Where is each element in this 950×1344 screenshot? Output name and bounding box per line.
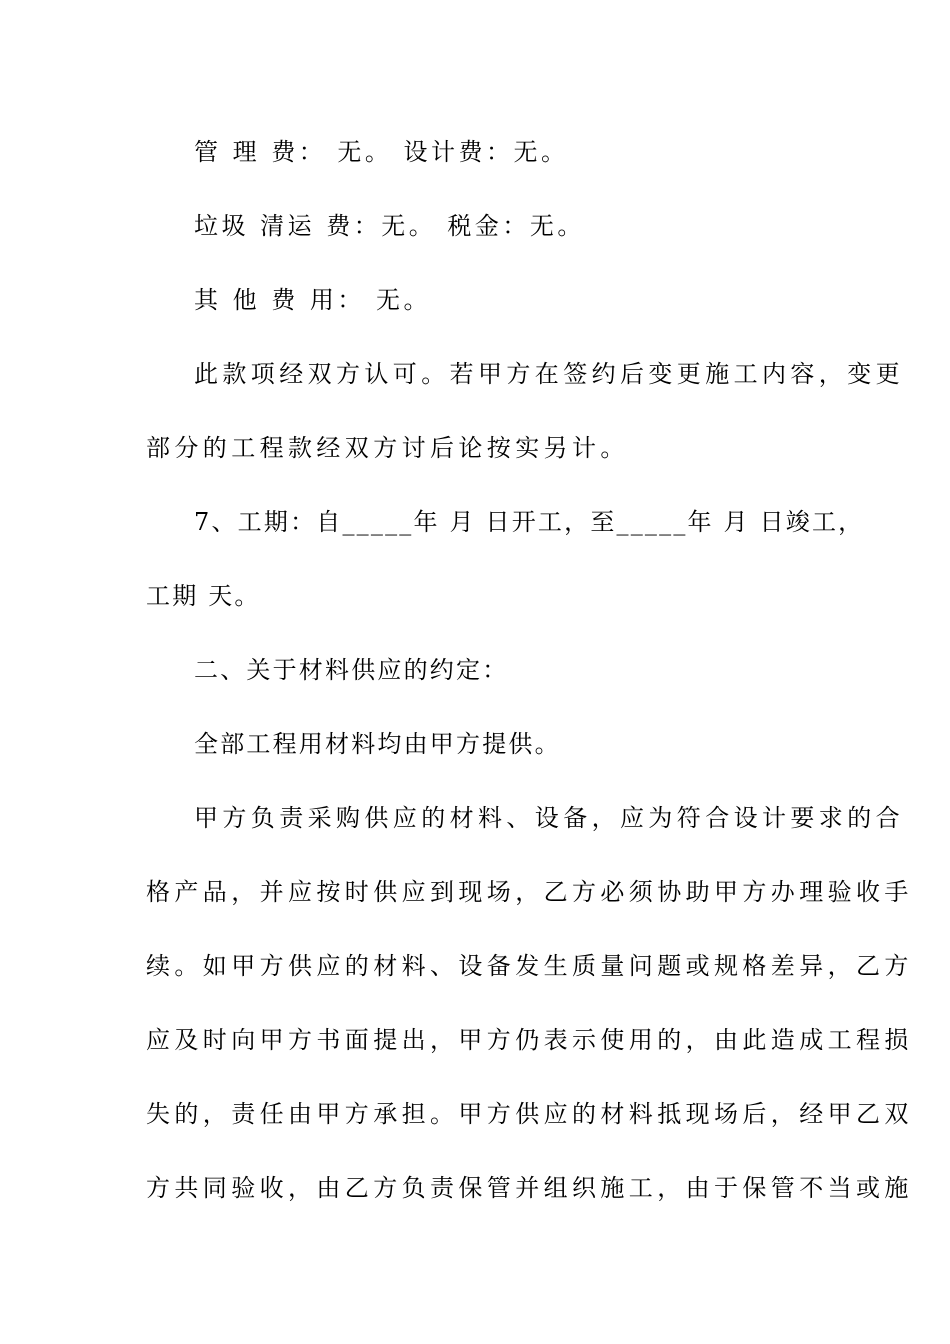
text-line-payment-approval: 此款项经双方认可。若甲方在签约后变更施工内容，变更 bbox=[194, 360, 904, 388]
text-line-other-fees: 其 他 费 用： 无。 bbox=[194, 286, 432, 314]
paragraph-line-6: 方共同验收，由乙方负责保管并组织施工，由于保管不当或施 bbox=[146, 1174, 913, 1202]
text-line-payment-approval-cont: 部分的工程款经双方讨后论按实另计。 bbox=[146, 434, 629, 462]
paragraph-line-3: 续。如甲方供应的材料、设备发生质量问题或规格差异，乙方 bbox=[146, 952, 913, 980]
paragraph-line-2: 格产品，并应按时供应到现场，乙方必须协助甲方办理验收手 bbox=[146, 878, 913, 906]
paragraph-line-4: 应及时向甲方书面提出，甲方仍表示使用的，由此造成工程损 bbox=[146, 1026, 913, 1054]
text-line-materials-by-party-a: 全部工程用材料均由甲方提供。 bbox=[194, 730, 561, 758]
section-heading-materials: 二、关于材料供应的约定： bbox=[194, 656, 509, 684]
text-line-construction-period: 7、工期：自_____年 月 日开工，至_____年 月 日竣工， bbox=[194, 508, 865, 536]
text-line-management-fee: 管 理 费： 无。 设计费：无。 bbox=[194, 138, 569, 166]
paragraph-line-1: 甲方负责采购供应的材料、设备，应为符合设计要求的合 bbox=[194, 804, 904, 832]
text-line-construction-period-cont: 工期 天。 bbox=[146, 582, 261, 610]
text-line-garbage-fee: 垃圾 清运 费：无。 税金：无。 bbox=[194, 212, 585, 240]
paragraph-line-5: 失的，责任由甲方承担。甲方供应的材料抵现场后，经甲乙双 bbox=[146, 1100, 913, 1128]
